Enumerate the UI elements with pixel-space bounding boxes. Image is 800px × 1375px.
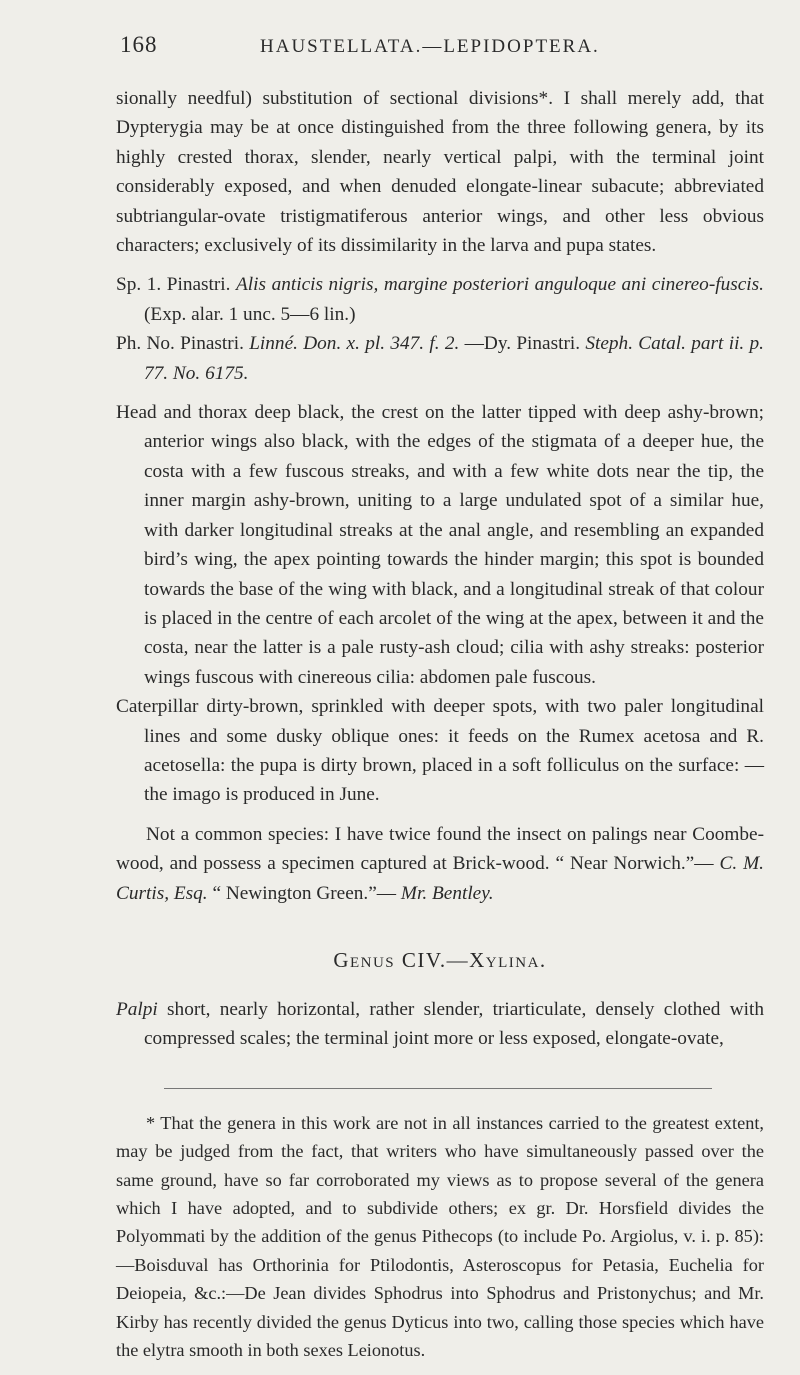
phalaena-label: Ph. No. Pinastri. — [116, 333, 244, 355]
intro-paragraph: sionally needful) substitution of sectional divisions*. I shall merely add, that Dypterygia may be at once distinguished from the three following genera, by its highly crested thorax, slender, nearly vertical palpi, with the terminal joint considerably exposed, and when denuded elongate-linear subacute; abbreviated subtriangular-ovate tristigmatiferous anterior wings, and other less obvious characters; exclusively of its dissimilarity in the larva and pupa states. — [116, 88, 764, 257]
footnote — [116, 1109, 764, 1365]
palpi-label: Palpi — [116, 998, 158, 1020]
description-paragraph: Head and thorax deep black, the crest on the latter tipped with deep ashy-brown; anterior wings also black, with the edges of the stigmata of a deeper hue, the costa with a few fuscous streaks, and with a few white dots near the tip, the inner margin ashy-brown, uniting to a large undulated spot of a similar hue, with darker longitudinal streaks at the anal angle, and resembling an expanded bird’s wing, the apex pointing towards the hinder margin; this spot is bounded towards the base of the wing with black, and a longitudinal streak of that colour is placed in the centre of each arcolet of the wing at the apex, between it and the costa, near the latter is a pale rusty-ash cloud; cilia with ashy streaks: posterior wings fuscous with cinereous cilia: abdomen pale fuscous. — [116, 402, 764, 688]
notes-newington: “ Newington Green.”— — [212, 882, 397, 904]
footnote-text: * That the genera in this work are not in all instances carried to the greatest extent, may be judged from the fact, that writers who have simultaneously passed over the same ground, have so far corroborated my views as to propose several of the genera which I have adopted, and to subdivide others; ex gr. Dr. Horsfield divides the Polyommati by the addition of the genus Pithecops (to include Po. Argiolus, v. i. p. 85):—Boisduval has Orthorinia for Ptilodontis, Asteroscopus for Petasia, Euchelia for Deiopeia, &c.:—De Jean divides Sphodrus into Sphodrus and Pristonychus; and Mr. Kirby has recently divided the genus Dyticus into two, calling those species which have the elytra smooth in both sexes Leionotus. — [116, 1112, 764, 1361]
species-label: Sp. 1. Pinastri. — [116, 274, 231, 296]
notes-main: Not a common species: I have twice found the insect on palings near Coombe-wood, and possess a specimen captured at Brick-wood. “ Near Norwich.”— — [116, 823, 764, 875]
notes-curtis: C. M. Curtis, Esq. — [116, 853, 764, 904]
phalaena-line — [116, 329, 764, 388]
phalaena-dy: —Dy. Pinastri. — [464, 333, 581, 355]
phalaena-refs: Linné. Don. x. pl. 347. f. 2. — [249, 333, 460, 355]
species-line — [116, 270, 764, 329]
phalaena-steph: Steph. Catal. part ii. p. 77. No. 6175. — [144, 333, 764, 384]
species-latin-diagnosis: Alis anticis nigris, margine posteriori anguloque ani cinereo-fuscis. — [236, 274, 764, 296]
page-header — [120, 32, 760, 72]
palpi-paragraph — [116, 995, 764, 1054]
notes-paragraph — [116, 820, 764, 908]
page-body — [116, 84, 764, 1364]
species-expanse: (Exp. alar. 1 unc. 5—6 lin.) — [144, 303, 356, 325]
notes-bentley: Mr. Bentley. — [400, 882, 494, 904]
palpi-text: short, nearly horizontal, rather slender, triarticulate, densely clothed with compressed scales; the terminal joint more or less exposed, elongate-ovate, — [144, 998, 764, 1050]
page-number: 168 — [120, 32, 158, 57]
footnote-divider — [164, 1088, 712, 1089]
caterpillar-paragraph: Caterpillar dirty-brown, sprinkled with deeper spots, with two paler longitudinal lines and some dusky oblique ones: it feeds on the Rumex acetosa and R. acetosella: the pupa is dirty brown, placed in a soft folliculus on the surface: —the imago is produced in June. — [116, 696, 764, 806]
running-title: HAUSTELLATA.—LEPIDOPTERA. — [260, 36, 600, 57]
genus-heading: Genus CIV.—Xylina. — [333, 947, 547, 972]
